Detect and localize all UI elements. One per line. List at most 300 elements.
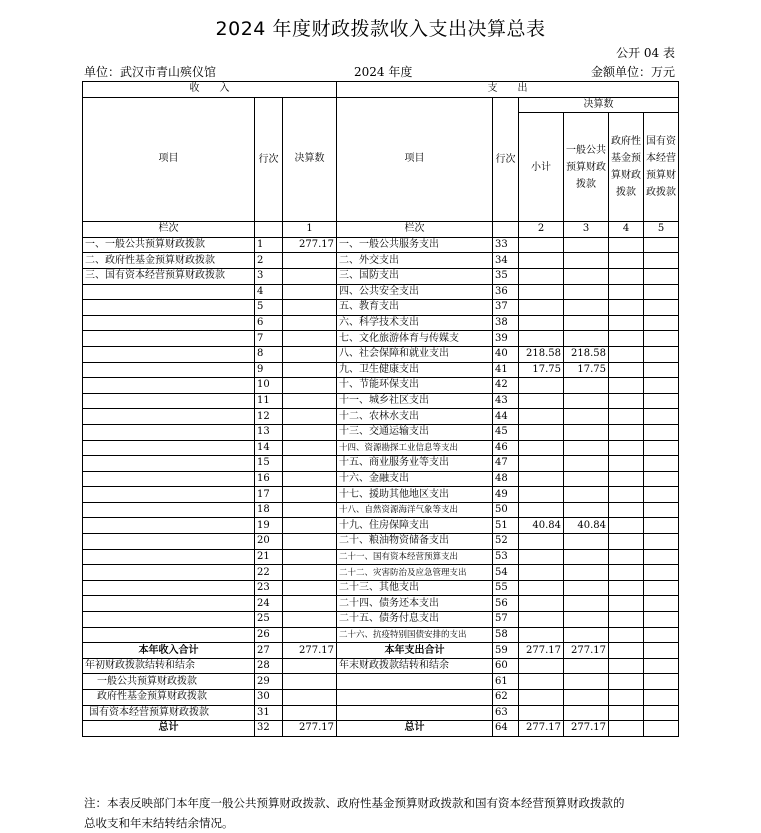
section-header-row <box>83 82 679 98</box>
table-row <box>83 331 679 347</box>
state-capital-cell <box>644 440 679 456</box>
general-cell <box>564 487 609 503</box>
general-cell: 17.75 <box>564 362 609 378</box>
col-number-2: 2 <box>519 222 564 238</box>
state-capital-cell <box>644 565 679 581</box>
gov-fund-cell <box>609 471 644 487</box>
general-cell <box>564 658 609 674</box>
subtotal-cell <box>519 705 564 721</box>
table-row <box>83 627 679 643</box>
state-capital-cell <box>644 471 679 487</box>
general-cell <box>564 456 609 472</box>
income-row-no: 13 <box>255 424 283 440</box>
expense-item: 十九、住房保障支出 <box>337 518 493 534</box>
expense-row-no: 62 <box>493 690 519 706</box>
state-capital-cell <box>644 362 679 378</box>
income-amount <box>283 346 337 362</box>
table-row <box>83 580 679 596</box>
income-amount <box>283 690 337 706</box>
expense-row-no: 37 <box>493 300 519 316</box>
gov-fund-cell <box>609 690 644 706</box>
expense-row-no: 60 <box>493 658 519 674</box>
gov-fund-cell <box>609 565 644 581</box>
subtotal-cell <box>519 440 564 456</box>
income-item <box>83 627 255 643</box>
state-capital-cell <box>644 300 679 316</box>
income-item: 一、一般公共预算财政拨款 <box>83 237 255 253</box>
gov-fund-cell <box>609 705 644 721</box>
unit-label: 单位：武汉市青山殡仪馆 <box>84 65 217 79</box>
subtotal-cell <box>519 596 564 612</box>
gov-fund-cell <box>609 534 644 550</box>
table-row <box>83 253 679 269</box>
expense-item: 二十一、国有资本经营预算支出 <box>337 549 493 565</box>
table-row <box>83 456 679 472</box>
expense-item: 二十五、债务付息支出 <box>337 612 493 628</box>
income-item <box>83 565 255 581</box>
income-item <box>83 440 255 456</box>
gov-fund-header: 政府性基金预算财政拨款 <box>609 113 644 222</box>
col-label-left: 栏次 <box>83 222 255 238</box>
gov-fund-cell <box>609 409 644 425</box>
income-item <box>83 518 255 534</box>
income-amount <box>283 596 337 612</box>
expense-item: 二十六、抗疫特别国债安排的支出 <box>337 627 493 643</box>
income-item <box>83 580 255 596</box>
income-amount <box>283 674 337 690</box>
income-row-no: 20 <box>255 534 283 550</box>
table-row <box>83 502 679 518</box>
income-item <box>83 487 255 503</box>
income-row-no: 5 <box>255 300 283 316</box>
expense-row-no: 58 <box>493 627 519 643</box>
income-item <box>83 549 255 565</box>
expense-row-no: 61 <box>493 674 519 690</box>
income-item <box>83 596 255 612</box>
gov-fund-cell <box>609 612 644 628</box>
expense-row-no: 64 <box>493 721 519 737</box>
general-cell <box>564 596 609 612</box>
income-row-no: 18 <box>255 502 283 518</box>
general-cell: 277.17 <box>564 721 609 737</box>
form-number: 公开 04 表 <box>616 46 675 60</box>
income-amount <box>283 580 337 596</box>
gov-fund-cell <box>609 424 644 440</box>
state-capital-cell <box>644 549 679 565</box>
gov-fund-cell <box>609 346 644 362</box>
income-amount <box>283 705 337 721</box>
year-label: 2024 年度 <box>354 65 413 79</box>
expense-row-no: 52 <box>493 534 519 550</box>
state-capital-cell <box>644 456 679 472</box>
income-amount <box>283 518 337 534</box>
gov-fund-cell <box>609 378 644 394</box>
subtotal-cell <box>519 424 564 440</box>
subtotal-cell <box>519 580 564 596</box>
income-amount <box>283 393 337 409</box>
state-capital-cell <box>644 409 679 425</box>
income-row-no: 27 <box>255 643 283 659</box>
general-cell <box>564 378 609 394</box>
expense-item: 十八、自然资源海洋气象等支出 <box>337 502 493 518</box>
income-row-no: 7 <box>255 331 283 347</box>
expense-item: 十、节能环保支出 <box>337 378 493 394</box>
income-amount <box>283 362 337 378</box>
general-cell <box>564 331 609 347</box>
expense-item: 十七、援助其他地区支出 <box>337 487 493 503</box>
expense-item-header: 项目 <box>337 97 493 222</box>
table-row <box>83 315 679 331</box>
table-row <box>83 237 679 253</box>
income-total-amount: 277.17 <box>283 643 337 659</box>
expense-row-no: 45 <box>493 424 519 440</box>
table-row <box>83 346 679 362</box>
subtotal-cell <box>519 393 564 409</box>
income-item <box>83 471 255 487</box>
table-row <box>83 393 679 409</box>
subtotal-cell <box>519 534 564 550</box>
col-number-1: 1 <box>283 222 337 238</box>
state-capital-cell <box>644 721 679 737</box>
gov-fund-cell <box>609 440 644 456</box>
subtotal-cell <box>519 471 564 487</box>
income-amount <box>283 534 337 550</box>
income-amount <box>283 612 337 628</box>
carryover-general-row <box>83 674 679 690</box>
income-amount <box>283 424 337 440</box>
general-cell <box>564 705 609 721</box>
table-row <box>83 518 679 534</box>
col-number-5: 5 <box>644 222 679 238</box>
gov-fund-cell <box>609 502 644 518</box>
income-row-no: 21 <box>255 549 283 565</box>
subtotal-header: 小计 <box>519 113 564 222</box>
income-amount <box>283 440 337 456</box>
year-total-row <box>83 643 679 659</box>
expense-item: 二十三、其他支出 <box>337 580 493 596</box>
general-cell <box>564 502 609 518</box>
subtotal-cell <box>519 331 564 347</box>
income-amount <box>283 331 337 347</box>
income-amount <box>283 378 337 394</box>
income-row-no: 2 <box>255 253 283 269</box>
subtotal-cell: 277.17 <box>519 721 564 737</box>
gov-fund-cell <box>609 627 644 643</box>
general-cell: 218.58 <box>564 346 609 362</box>
state-capital-cell <box>644 643 679 659</box>
income-item: 三、国有资本经营预算财政拨款 <box>83 268 255 284</box>
income-amount <box>283 658 337 674</box>
table-row <box>83 300 679 316</box>
gov-fund-cell <box>609 253 644 269</box>
income-row-no: 29 <box>255 674 283 690</box>
state-capital-cell <box>644 378 679 394</box>
income-item <box>83 534 255 550</box>
state-capital-cell <box>644 658 679 674</box>
income-amount <box>283 627 337 643</box>
income-row-no: 26 <box>255 627 283 643</box>
general-cell <box>564 612 609 628</box>
expense-item: 十四、资源勘探工业信息等支出 <box>337 440 493 456</box>
carryover-general-label: 一般公共预算财政拨款 <box>83 674 255 690</box>
expense-item: 十二、农林水支出 <box>337 409 493 425</box>
general-cell <box>564 237 609 253</box>
general-cell: 277.17 <box>564 643 609 659</box>
income-amount-header: 决算数 <box>283 97 337 222</box>
income-item: 二、政府性基金预算财政拨款 <box>83 253 255 269</box>
expense-row-no: 46 <box>493 440 519 456</box>
general-cell <box>564 284 609 300</box>
gov-fund-cell <box>609 456 644 472</box>
general-cell <box>564 440 609 456</box>
subtotal-cell <box>519 315 564 331</box>
general-cell <box>564 409 609 425</box>
gov-fund-cell <box>609 643 644 659</box>
income-item <box>83 331 255 347</box>
state-capital-cell <box>644 331 679 347</box>
carryover-gov-fund-row <box>83 690 679 706</box>
income-amount <box>283 549 337 565</box>
gov-fund-cell <box>609 393 644 409</box>
subtotal-cell <box>519 502 564 518</box>
expense-row-no: 36 <box>493 284 519 300</box>
income-row-no: 28 <box>255 658 283 674</box>
subtotal-cell: 17.75 <box>519 362 564 378</box>
subtotal-cell <box>519 565 564 581</box>
subtotal-cell: 277.17 <box>519 643 564 659</box>
gov-fund-cell <box>609 674 644 690</box>
income-row-no: 31 <box>255 705 283 721</box>
state-capital-cell <box>644 674 679 690</box>
table-row <box>83 549 679 565</box>
general-cell <box>564 690 609 706</box>
expense-row-no: 49 <box>493 487 519 503</box>
col-label-right: 栏次 <box>337 222 493 238</box>
income-amount <box>283 487 337 503</box>
subtotal-cell <box>519 549 564 565</box>
carryover-state-capital-row <box>83 705 679 721</box>
expense-item: 九、卫生健康支出 <box>337 362 493 378</box>
subtotal-cell <box>519 690 564 706</box>
general-cell <box>564 315 609 331</box>
carryover-gov-fund-label: 政府性基金预算财政拨款 <box>83 690 255 706</box>
expense-row-no: 35 <box>493 268 519 284</box>
table-row <box>83 409 679 425</box>
expense-item: 二十四、债务还本支出 <box>337 596 493 612</box>
income-item <box>83 315 255 331</box>
income-amount <box>283 284 337 300</box>
column-header-row <box>83 97 679 113</box>
expense-item: 四、公共安全支出 <box>337 284 493 300</box>
expense-row-no: 48 <box>493 471 519 487</box>
footnote-line-1: 注：本表反映部门本年度一般公共预算财政拨款、政府性基金预算财政拨款和国有资本经营预算财政拨款的 <box>84 796 625 810</box>
expense-item: 二十二、灾害防治及应急管理支出 <box>337 565 493 581</box>
expense-item <box>337 705 493 721</box>
table-row <box>83 471 679 487</box>
subtotal-cell <box>519 409 564 425</box>
expense-item: 十六、金融支出 <box>337 471 493 487</box>
state-capital-cell <box>644 237 679 253</box>
income-row-no-header: 行次 <box>255 97 283 222</box>
state-capital-cell <box>644 596 679 612</box>
income-row-no: 19 <box>255 518 283 534</box>
gov-fund-cell <box>609 549 644 565</box>
expense-row-no: 50 <box>493 502 519 518</box>
income-total-label: 本年收入合计 <box>83 643 255 659</box>
income-row-no: 23 <box>255 580 283 596</box>
gov-fund-cell <box>609 268 644 284</box>
income-item <box>83 300 255 316</box>
subtotal-cell <box>519 456 564 472</box>
expense-grand-total-label: 总计 <box>337 721 493 737</box>
state-capital-cell <box>644 705 679 721</box>
income-row-no: 6 <box>255 315 283 331</box>
expense-item: 八、社会保障和就业支出 <box>337 346 493 362</box>
general-cell <box>564 300 609 316</box>
income-row-no: 8 <box>255 346 283 362</box>
expense-row-no: 42 <box>493 378 519 394</box>
table-row <box>83 612 679 628</box>
carryover-state-capital-label: 国有资本经营预算财政拨款 <box>83 705 255 721</box>
income-item <box>83 378 255 394</box>
gov-fund-cell <box>609 580 644 596</box>
subtotal-cell <box>519 658 564 674</box>
income-row-no: 9 <box>255 362 283 378</box>
budget-table <box>82 81 679 737</box>
state-capital-cell <box>644 487 679 503</box>
grand-total-row <box>83 721 679 737</box>
expense-row-no: 53 <box>493 549 519 565</box>
income-row-no: 4 <box>255 284 283 300</box>
footnote <box>84 793 684 833</box>
state-capital-cell <box>644 315 679 331</box>
income-row-no: 1 <box>255 237 283 253</box>
general-cell <box>564 253 609 269</box>
expense-row-no: 51 <box>493 518 519 534</box>
subtotal-cell <box>519 253 564 269</box>
subtotal-cell <box>519 627 564 643</box>
state-capital-cell <box>644 253 679 269</box>
income-row-no: 12 <box>255 409 283 425</box>
subtotal-cell: 218.58 <box>519 346 564 362</box>
general-cell: 40.84 <box>564 518 609 534</box>
expense-row-no: 41 <box>493 362 519 378</box>
income-grand-total-label: 总计 <box>83 721 255 737</box>
income-header: 收 入 <box>83 82 337 98</box>
income-amount <box>283 456 337 472</box>
state-capital-cell <box>644 393 679 409</box>
expense-item: 十一、城乡社区支出 <box>337 393 493 409</box>
state-capital-cell <box>644 580 679 596</box>
income-item <box>83 424 255 440</box>
column-number-row <box>83 222 679 238</box>
income-item <box>83 409 255 425</box>
col-number-3: 3 <box>564 222 609 238</box>
table-row <box>83 565 679 581</box>
footnote-line-2: 总收支和年末结转结余情况。 <box>84 816 234 830</box>
expense-item: 三、国防支出 <box>337 268 493 284</box>
gov-fund-cell <box>609 362 644 378</box>
income-item-header: 项目 <box>83 97 255 222</box>
income-row-no: 11 <box>255 393 283 409</box>
general-cell <box>564 393 609 409</box>
gov-fund-cell <box>609 284 644 300</box>
table-row <box>83 534 679 550</box>
general-cell <box>564 549 609 565</box>
expense-row-no: 57 <box>493 612 519 628</box>
income-amount <box>283 253 337 269</box>
income-item <box>83 362 255 378</box>
state-capital-header: 国有资本经营预算财政拨款 <box>644 113 679 222</box>
subtotal-cell <box>519 487 564 503</box>
income-row-no: 24 <box>255 596 283 612</box>
subtotal-cell <box>519 378 564 394</box>
general-cell <box>564 471 609 487</box>
state-capital-cell <box>644 534 679 550</box>
general-cell <box>564 534 609 550</box>
table-row <box>83 596 679 612</box>
table-row <box>83 378 679 394</box>
income-item <box>83 284 255 300</box>
expense-row-no: 47 <box>493 456 519 472</box>
carryover-expense-label: 年末财政拨款结转和结余 <box>337 658 493 674</box>
state-capital-cell <box>644 502 679 518</box>
state-capital-cell <box>644 268 679 284</box>
state-capital-cell <box>644 690 679 706</box>
income-amount <box>283 268 337 284</box>
table-row <box>83 440 679 456</box>
subtotal-cell <box>519 237 564 253</box>
state-capital-cell <box>644 346 679 362</box>
income-amount <box>283 471 337 487</box>
carryover-income-label: 年初财政拨款结转和结余 <box>83 658 255 674</box>
income-item <box>83 393 255 409</box>
expense-row-no: 40 <box>493 346 519 362</box>
income-item <box>83 612 255 628</box>
table-row <box>83 487 679 503</box>
general-cell <box>564 674 609 690</box>
expense-row-no: 43 <box>493 393 519 409</box>
expense-row-no: 56 <box>493 596 519 612</box>
income-row-no: 10 <box>255 378 283 394</box>
general-cell <box>564 627 609 643</box>
carryover-row <box>83 658 679 674</box>
income-item <box>83 502 255 518</box>
income-row-no: 30 <box>255 690 283 706</box>
state-capital-cell <box>644 612 679 628</box>
general-cell <box>564 424 609 440</box>
income-amount <box>283 409 337 425</box>
expense-total-label: 本年支出合计 <box>337 643 493 659</box>
state-capital-cell <box>644 518 679 534</box>
col-number-4: 4 <box>609 222 644 238</box>
income-row-no: 32 <box>255 721 283 737</box>
income-item <box>83 346 255 362</box>
subtotal-cell <box>519 284 564 300</box>
gov-fund-cell <box>609 596 644 612</box>
expense-row-no: 54 <box>493 565 519 581</box>
income-amount: 277.17 <box>283 237 337 253</box>
income-amount <box>283 300 337 316</box>
expense-row-no: 38 <box>493 315 519 331</box>
gov-fund-cell <box>609 487 644 503</box>
general-budget-header: 一般公共预算财政拨款 <box>564 113 609 222</box>
expense-item: 十三、交通运输支出 <box>337 424 493 440</box>
gov-fund-cell <box>609 300 644 316</box>
income-amount <box>283 565 337 581</box>
income-grand-total-amount: 277.17 <box>283 721 337 737</box>
table-row <box>83 268 679 284</box>
